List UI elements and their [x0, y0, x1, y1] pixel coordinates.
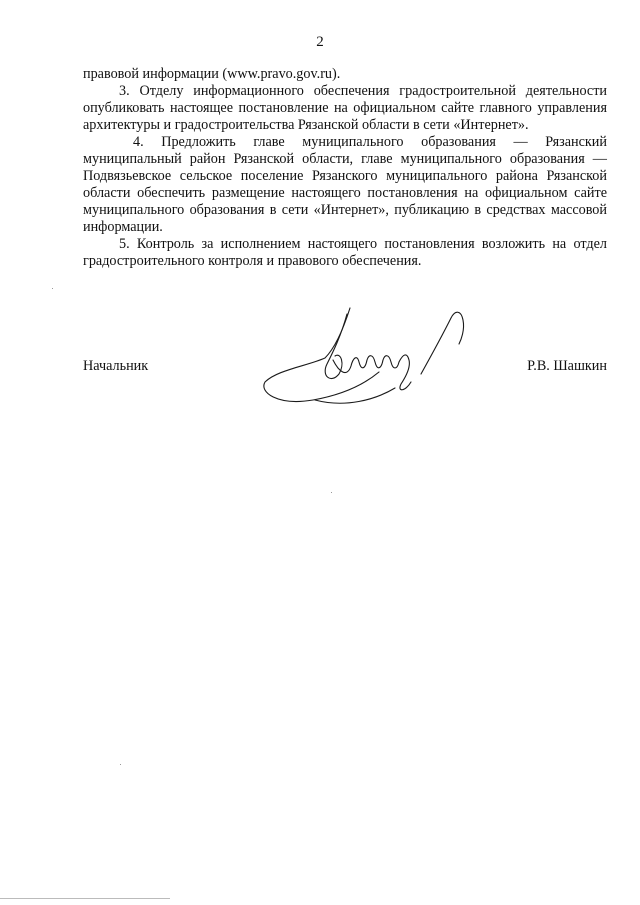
- footer-rule: [0, 898, 170, 899]
- paragraph-item-3: 3. Отделу информационного обеспечения градостроительной деятельности опубликовать настоящее постановление на официальном сайте главного управления архитектуры и градостроительства Рязанской области в сети «Интернет».: [83, 83, 607, 133]
- page-number: 2: [316, 34, 324, 50]
- signatory-title: Начальник: [83, 358, 149, 374]
- handwritten-signature-icon: [255, 300, 470, 410]
- scan-speck: [52, 288, 53, 289]
- paragraph-item-4: 4. Предложить главе муниципального образования — Рязанский муниципальный район Рязанской области, главе муниципального образования — Подвязьевское сельское поселение Рязанского муниципального района Рязанской области обеспечить размещение настоящего постановления на официальном сайте муниципального образования в сети «Интернет», публикацию в средствах массовой информации.: [83, 134, 607, 235]
- paragraph-continuation: правовой информации (www.pravo.gov.ru).: [83, 66, 341, 82]
- signatory-name: Р.В. Шашкин: [527, 358, 607, 374]
- paragraph-item-5: 5. Контроль за исполнением настоящего постановления возложить на отдел градостроительного контроля и правового обеспечения.: [83, 236, 607, 269]
- document-body: [83, 66, 607, 270]
- scan-speck: [331, 492, 332, 493]
- scan-speck: [120, 764, 121, 765]
